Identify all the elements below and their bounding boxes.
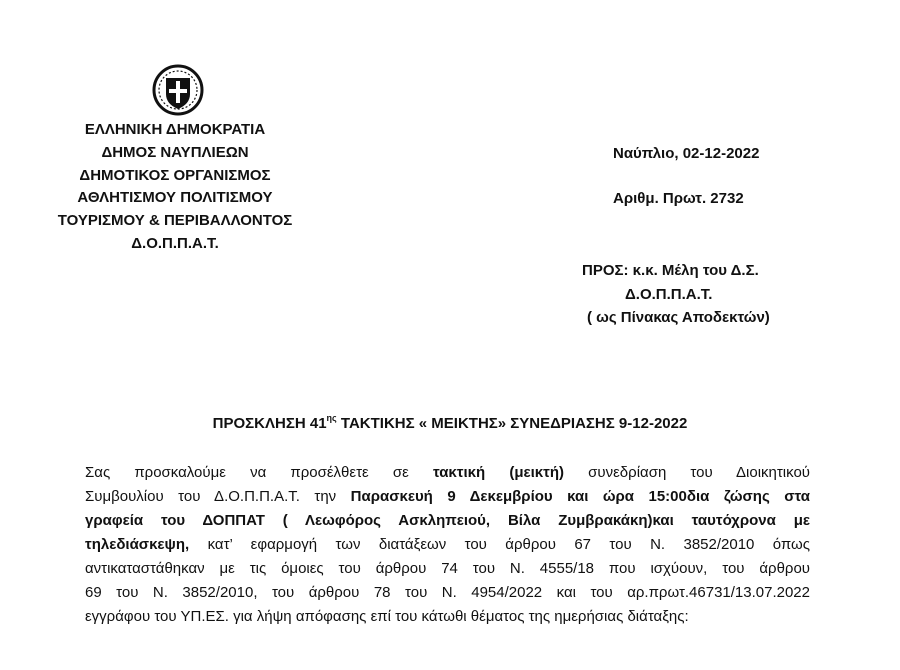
paragraph-line: γραφεία του ΔΟΠΠΑΤ ( Λεωφόρος Ασκληπειού, Βίλα Ζυμβρακάκη)και ταυτόχρονα με: [85, 512, 810, 529]
org-line: ΔΗΜΟΤΙΚΟΣ ΟΡΓΑΝΙΣΜΟΣ: [79, 167, 271, 184]
org-line: ΔΗΜΟΣ ΝΑΥΠΛΙΕΩΝ: [101, 144, 249, 161]
org-line: ΑΘΛΗΤΙΣΜΟΥ ΠΟΛΙΤΙΣΜΟΥ: [77, 189, 273, 206]
org-line: Δ.Ο.Π.Π.Α.Τ.: [131, 235, 219, 252]
paragraph-line: Σας προσκαλούμε να προσέλθετε σε τακτική (μεικτή) συνεδρίαση του Διοικητικού: [85, 464, 810, 481]
paragraph-line: 69 του Ν. 3852/2010, του άρθρου 78 του Ν. 4954/2022 και του αρ.πρωτ.46731/13.07.2022: [85, 584, 810, 601]
recipient-line: ( ως Πίνακας Αποδεκτών): [587, 309, 770, 326]
place-date: Ναύπλιο, 02-12-2022: [613, 145, 760, 162]
paragraph-line: Συμβουλίου του Δ.Ο.Π.Π.Α.Τ. την Παρασκευή 9 Δεκεμβρίου και ώρα 15:00δια ζώσης στα: [85, 488, 811, 505]
org-line: ΤΟΥΡΙΣΜΟΥ & ΠΕΡΙΒΑΛΛΟΝΤΟΣ: [57, 212, 293, 229]
title-superscript: ης: [326, 413, 337, 423]
invitation-paragraph: [85, 461, 810, 629]
recipient-line: ΠΡΟΣ: κ.κ. Μέλη του Δ.Σ.: [582, 262, 759, 279]
paragraph-line: αντικαταστάθηκαν με τις όμοιες του άρθρου 74 του Ν. 4555/18 που ισχύουν, του άρθρου: [85, 560, 810, 577]
recipient-line: Δ.Ο.Π.Π.Α.Τ.: [625, 286, 713, 303]
greek-coat-of-arms-icon: [152, 64, 204, 116]
title-text: ΤΑΚΤΙΚΗΣ « ΜΕΙΚΤΗΣ» ΣΥΝΕΔΡΙΑΣΗΣ 9-12-2022: [336, 415, 688, 432]
paragraph-line: τηλεδιάσκεψη, κατ’ εφαρμογή των διατάξεων του άρθρου 67 του Ν. 3852/2010 όπως: [85, 536, 810, 553]
paragraph-line: εγγράφου του ΥΠ.ΕΣ. για λήψη απόφασης επί του κάτωθι θέματος της ημερήσιας διάταξης:: [85, 608, 689, 625]
document-title: [0, 415, 900, 432]
protocol-number: Αριθμ. Πρωτ. 2732: [613, 190, 744, 207]
org-line: ΕΛΛΗΝΙΚΗ ΔΗΜΟΚΡΑΤΙΑ: [84, 121, 266, 138]
title-text: ΠΡΟΣΚΛΗΣΗ 41: [212, 415, 327, 432]
